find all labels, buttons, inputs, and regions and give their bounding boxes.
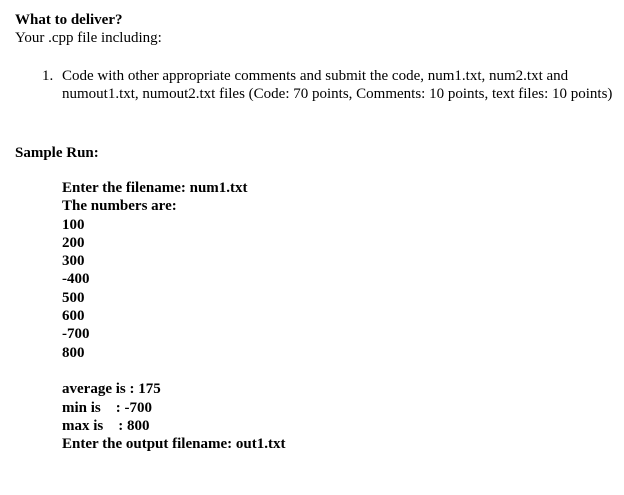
deliver-intro: Your .cpp file including: (15, 30, 162, 46)
list-item-text: Code with other appropriate comments and submit the code, num1.txt, num2.txt and numout1.txt, numout2.txt files (Code: 70 points, Comments: 10 points, text files: 10 points) (62, 68, 613, 102)
output-line-prompt: Enter the filename: num1.txt (62, 180, 248, 196)
output-line-average: average is : 175 (62, 381, 161, 398)
list-item-number: 1. (42, 68, 54, 84)
output-line-number: 800 (62, 344, 85, 361)
output-line-min: min is : -700 (62, 399, 152, 416)
output-line-number: 300 (62, 253, 85, 270)
output-line-max: max is : 800 (62, 417, 150, 434)
output-line-number: 200 (62, 234, 85, 251)
output-line-number: 600 (62, 308, 85, 325)
output-line-numbers-header: The numbers are: (62, 198, 177, 215)
output-line-number: 500 (62, 289, 85, 306)
output-blank-line (62, 362, 285, 380)
deliver-list-item (42, 67, 617, 103)
deliver-heading: What to deliver? (15, 12, 123, 28)
output-line-number: -400 (62, 271, 90, 288)
output-line-output-prompt: Enter the output filename: out1.txt (62, 436, 286, 453)
sample-run-output (62, 179, 285, 453)
deliver-list (42, 67, 617, 103)
output-line-number: -700 (62, 326, 90, 343)
output-line-number: 100 (62, 216, 85, 233)
sample-run-heading: Sample Run: (15, 145, 99, 161)
